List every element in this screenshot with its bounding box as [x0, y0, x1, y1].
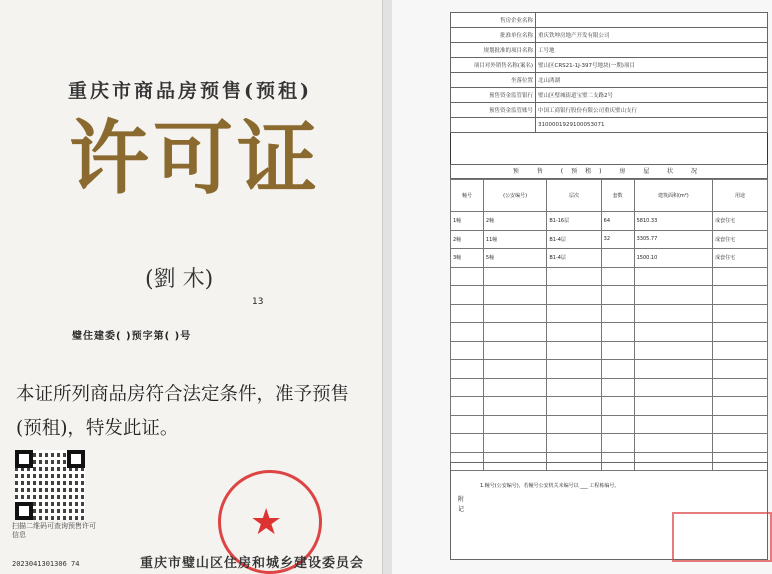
grid-cell: 成套住宅: [713, 212, 768, 231]
grid-cell: B1-4层: [547, 249, 601, 268]
info-value: 重庆铁坤房地产开发有限公司: [536, 28, 768, 43]
certificate-statement: 本证所列商品房符合法定条件，准予预售(预租)，特发此证。: [16, 384, 350, 439]
table-row: [451, 267, 768, 286]
info-value: 璧山区璧城街道宝璧二支路2号: [536, 88, 768, 103]
grid-cell: 成套住宅: [713, 249, 768, 268]
grid-cell: 2幢: [483, 212, 546, 231]
seal-star-icon: ★: [250, 502, 283, 543]
grid-cell: 1幢: [451, 212, 484, 231]
qr-corner-icon: [67, 450, 85, 468]
qr-code-number: 2023041301306 74: [12, 560, 80, 568]
info-key: 项目对外销售名称(案名): [451, 58, 536, 73]
info-value: 北山鸿湖: [536, 73, 768, 88]
table-row: [451, 397, 768, 416]
situation-header: 预 售 (预租) 房 屋 状 况: [450, 164, 768, 179]
issuing-authority: 重庆市璧山区住房和城乡建设委员会: [140, 556, 365, 571]
handwritten-mark: (劉 木): [145, 267, 214, 292]
table-row: [451, 341, 768, 360]
info-value: 工号地: [536, 43, 768, 58]
grid-cell: 11幢: [483, 230, 546, 249]
grid-cell: 1500.10: [634, 249, 712, 268]
info-key: 预售资金监管银行: [451, 88, 536, 103]
info-key: 售房企业名称: [451, 13, 536, 28]
grid-cell: 成套住宅: [713, 230, 768, 249]
grid-cell: 5810.33: [634, 212, 712, 231]
grid-header: 幢号: [451, 180, 484, 212]
house-status-table: [450, 179, 768, 471]
info-key: 预售资金监管账号: [451, 103, 536, 118]
grid-cell: 64: [601, 212, 634, 231]
table-row: [451, 434, 768, 453]
grid-header: 用途: [713, 180, 768, 212]
remarks-note: 1.幢号(公安编号)，若幢号公安机关未编号以 ___ 工程栋编号。: [480, 483, 620, 489]
info-key: 批准单位名称: [451, 28, 536, 43]
table-row: [451, 249, 768, 268]
page-gap: [383, 0, 392, 574]
grid-cell: 3305.77: [634, 230, 712, 249]
grid-cell: 3幢: [451, 249, 484, 268]
info-value: 璧山区CRS21-1J-397号地块(一期)项目: [536, 58, 768, 73]
info-key: 坐落位置: [451, 73, 536, 88]
table-row: [451, 323, 768, 342]
grid-cell: 2幢: [451, 230, 484, 249]
certificate-title: 重庆市商品房预售(预租): [68, 80, 312, 102]
table-row: [451, 378, 768, 397]
grid-cell: 32: [601, 230, 634, 249]
qr-corner-icon: [15, 450, 33, 468]
info-table: [450, 12, 768, 133]
info-key: 规划批准的项目名称: [451, 43, 536, 58]
grid-cell: [601, 249, 634, 268]
info-key: [451, 118, 536, 133]
grid-cell: B1-4层: [547, 230, 601, 249]
grid-header: (公安编号): [483, 180, 546, 212]
grid-cell: 5幢: [483, 249, 546, 268]
table-row: [451, 286, 768, 305]
permit-number-line: 璧住建委( )预字第( )号: [72, 331, 192, 342]
number-mark: 13: [252, 297, 264, 307]
table-row: [451, 212, 768, 231]
table-row: [451, 230, 768, 249]
table-row: [451, 415, 768, 434]
info-value: 中国工商银行股份有限公司重庆璧山支行: [536, 103, 768, 118]
qr-corner-icon: [15, 502, 33, 520]
info-value: [536, 13, 768, 28]
qr-caption: 扫描二维码可查询预售许可信息: [12, 522, 96, 539]
grid-header: 层次: [547, 180, 601, 212]
remarks-label: 附记: [458, 496, 465, 513]
table-row: [451, 360, 768, 379]
red-stamp: [672, 512, 772, 562]
info-value: 3100001929100053071: [536, 118, 768, 133]
table-row: [451, 304, 768, 323]
grid-header: 套数: [601, 180, 634, 212]
grid-cell: B1-16层: [547, 212, 601, 231]
grid-header: 建筑面积(m²): [634, 180, 712, 212]
certificate-big-title: 许可证: [69, 111, 321, 205]
